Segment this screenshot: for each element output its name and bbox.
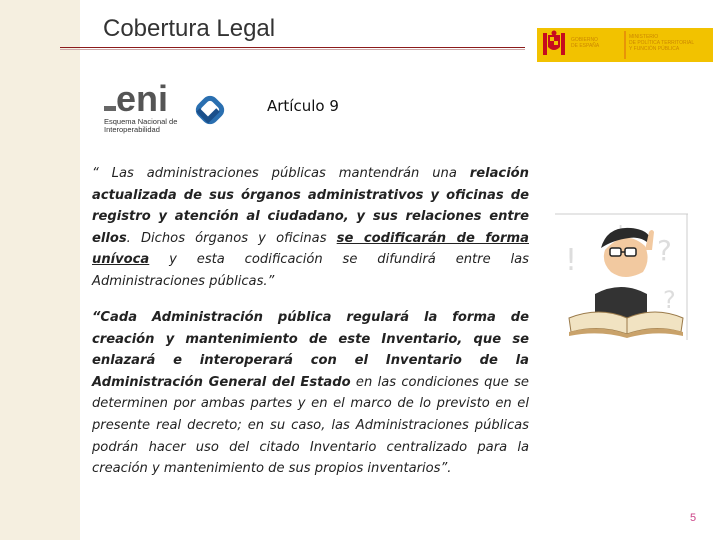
paragraph-run: “Cada Administración pública regulará la forma de creación y mantenimiento de este Inventario, que se enlazará e interoperará con el Inventario de la Administración General del Estado [92,310,529,390]
eni-wordmark: eni [116,82,169,119]
article-paragraph-1 [92,163,529,293]
page-number: 5 [690,512,697,524]
svg-text:!: ! [565,243,578,278]
left-decorative-band [0,0,80,540]
slide-title: Cobertura Legal [103,15,276,42]
gov-right-line-3: Y FUNCIÓN PÚBLICA [629,46,680,52]
gov-left-line-1: GOBIERNO [571,37,598,43]
paragraph-run: en las condiciones que se determinen por ambas partes y en el marco de lo previsto en el presente real decreto; en su caso, las Administraciones públicas podrán hacer uso del citado Inventario centralizado para la creación y mantenimiento de sus propios inventarios”. [92,374,529,477]
gobierno-espana-logo [537,28,713,62]
paragraph-run: y esta codificación se difundirá entre las Administraciones públicas.” [92,252,529,289]
title-rule [60,47,525,48]
thinking-reader-icon [555,210,688,340]
eni-subtitle-1: Esquema Nacional de [104,117,178,126]
article-heading: Artículo 9 [267,97,339,115]
svg-text:?: ? [663,286,676,314]
reading-man-illustration [555,210,688,340]
article-paragraph-2 [92,307,529,480]
gov-left-line-2: DE ESPAÑA [571,43,600,49]
gov-right-line-2: DE POLÍTICA TERRITORIAL [629,40,695,46]
paragraph-run: . Dichos órganos y oficinas [126,230,337,246]
gov-right-line-1: MINISTERIO [629,34,659,40]
eni-logo [102,82,232,138]
eni-subtitle-2: Interoperabilidad [104,125,160,134]
title-rule-shadow [60,49,525,50]
paragraph-run: se codificarán de forma unívoca [92,230,529,268]
svg-text:?: ? [657,234,672,267]
paragraph-run: “ Las administraciones públicas mantendrán una [92,166,470,181]
paragraph-run: relación actualizada de sus órganos administrativos y oficinas de registro y atención al ciudadano, y sus relaciones entre ellos [92,166,529,246]
